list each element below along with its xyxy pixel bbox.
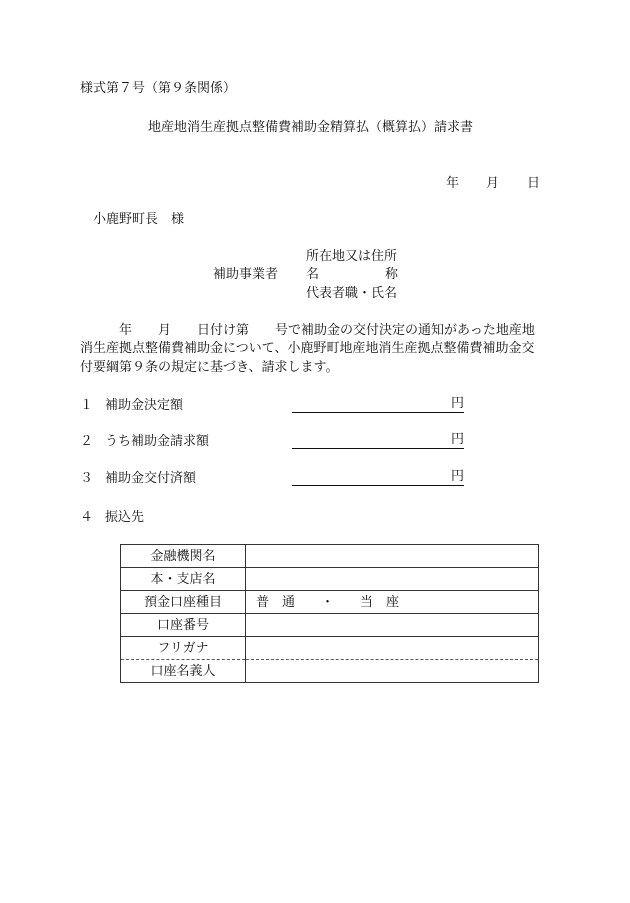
item-label: うち補助金請求額 (105, 434, 210, 449)
addressee: 小鹿野町長 様 (93, 212, 185, 227)
applicant-name-label-b: 称 (385, 267, 399, 282)
yen-unit: 円 (450, 432, 464, 447)
table-row (121, 614, 539, 637)
table-row (121, 591, 539, 614)
amount-field[interactable] (292, 396, 464, 413)
item-label: 補助金交付済額 (105, 471, 197, 486)
row-label: 金融機関名 (121, 545, 246, 568)
amount-field[interactable] (292, 432, 464, 449)
item-label: 振込先 (105, 510, 145, 525)
row-label: 口座番号 (121, 614, 246, 637)
item-label: 補助金決定額 (105, 398, 184, 413)
date-year: 年 (446, 176, 460, 191)
item-number: １ (80, 398, 94, 413)
body-line-1: 年 月 日付け第 号で補助金の交付決定の通知があった地産地 (119, 323, 535, 338)
row-label: 本・支店名 (121, 568, 246, 591)
item-number: ３ (80, 471, 94, 486)
row-label: フリガナ (121, 637, 246, 660)
bank-account-table (120, 544, 539, 683)
table-row (121, 545, 539, 568)
body-line-3: 付要綱第９条の規定に基づき、請求します。 (80, 360, 339, 375)
date-month: 月 (486, 176, 500, 191)
row-value[interactable] (246, 545, 539, 568)
table-row (121, 660, 539, 683)
yen-unit: 円 (450, 396, 464, 411)
row-label: 預金口座種目 (121, 591, 246, 614)
amount-field[interactable] (292, 469, 464, 486)
row-value[interactable] (246, 637, 539, 660)
item-number: ２ (80, 434, 94, 449)
yen-unit: 円 (450, 469, 464, 484)
row-value[interactable] (246, 660, 539, 683)
applicant-name-label-a: 名 (306, 267, 320, 282)
date-day: 日 (527, 176, 541, 191)
item-number: ４ (80, 510, 94, 525)
table-row (121, 568, 539, 591)
applicant-rep-label: 代表者職・氏名 (306, 286, 398, 301)
applicant-label: 補助事業者 (213, 267, 279, 282)
row-value[interactable] (246, 568, 539, 591)
table-row (121, 637, 539, 660)
page-title: 地産地消生産拠点整備費補助金精算払（概算払）請求書 (148, 120, 474, 135)
body-line-2: 消生産拠点整備費補助金について、小鹿野町地産地消生産拠点整備費補助金交 (80, 341, 535, 356)
account-type-options[interactable]: 普 通 ・ 当 座 (246, 591, 539, 614)
row-label: 口座名義人 (121, 660, 246, 683)
row-value[interactable] (246, 614, 539, 637)
applicant-address-label: 所在地又は住所 (306, 249, 398, 264)
form-number: 様式第７号（第９条関係） (80, 81, 237, 96)
